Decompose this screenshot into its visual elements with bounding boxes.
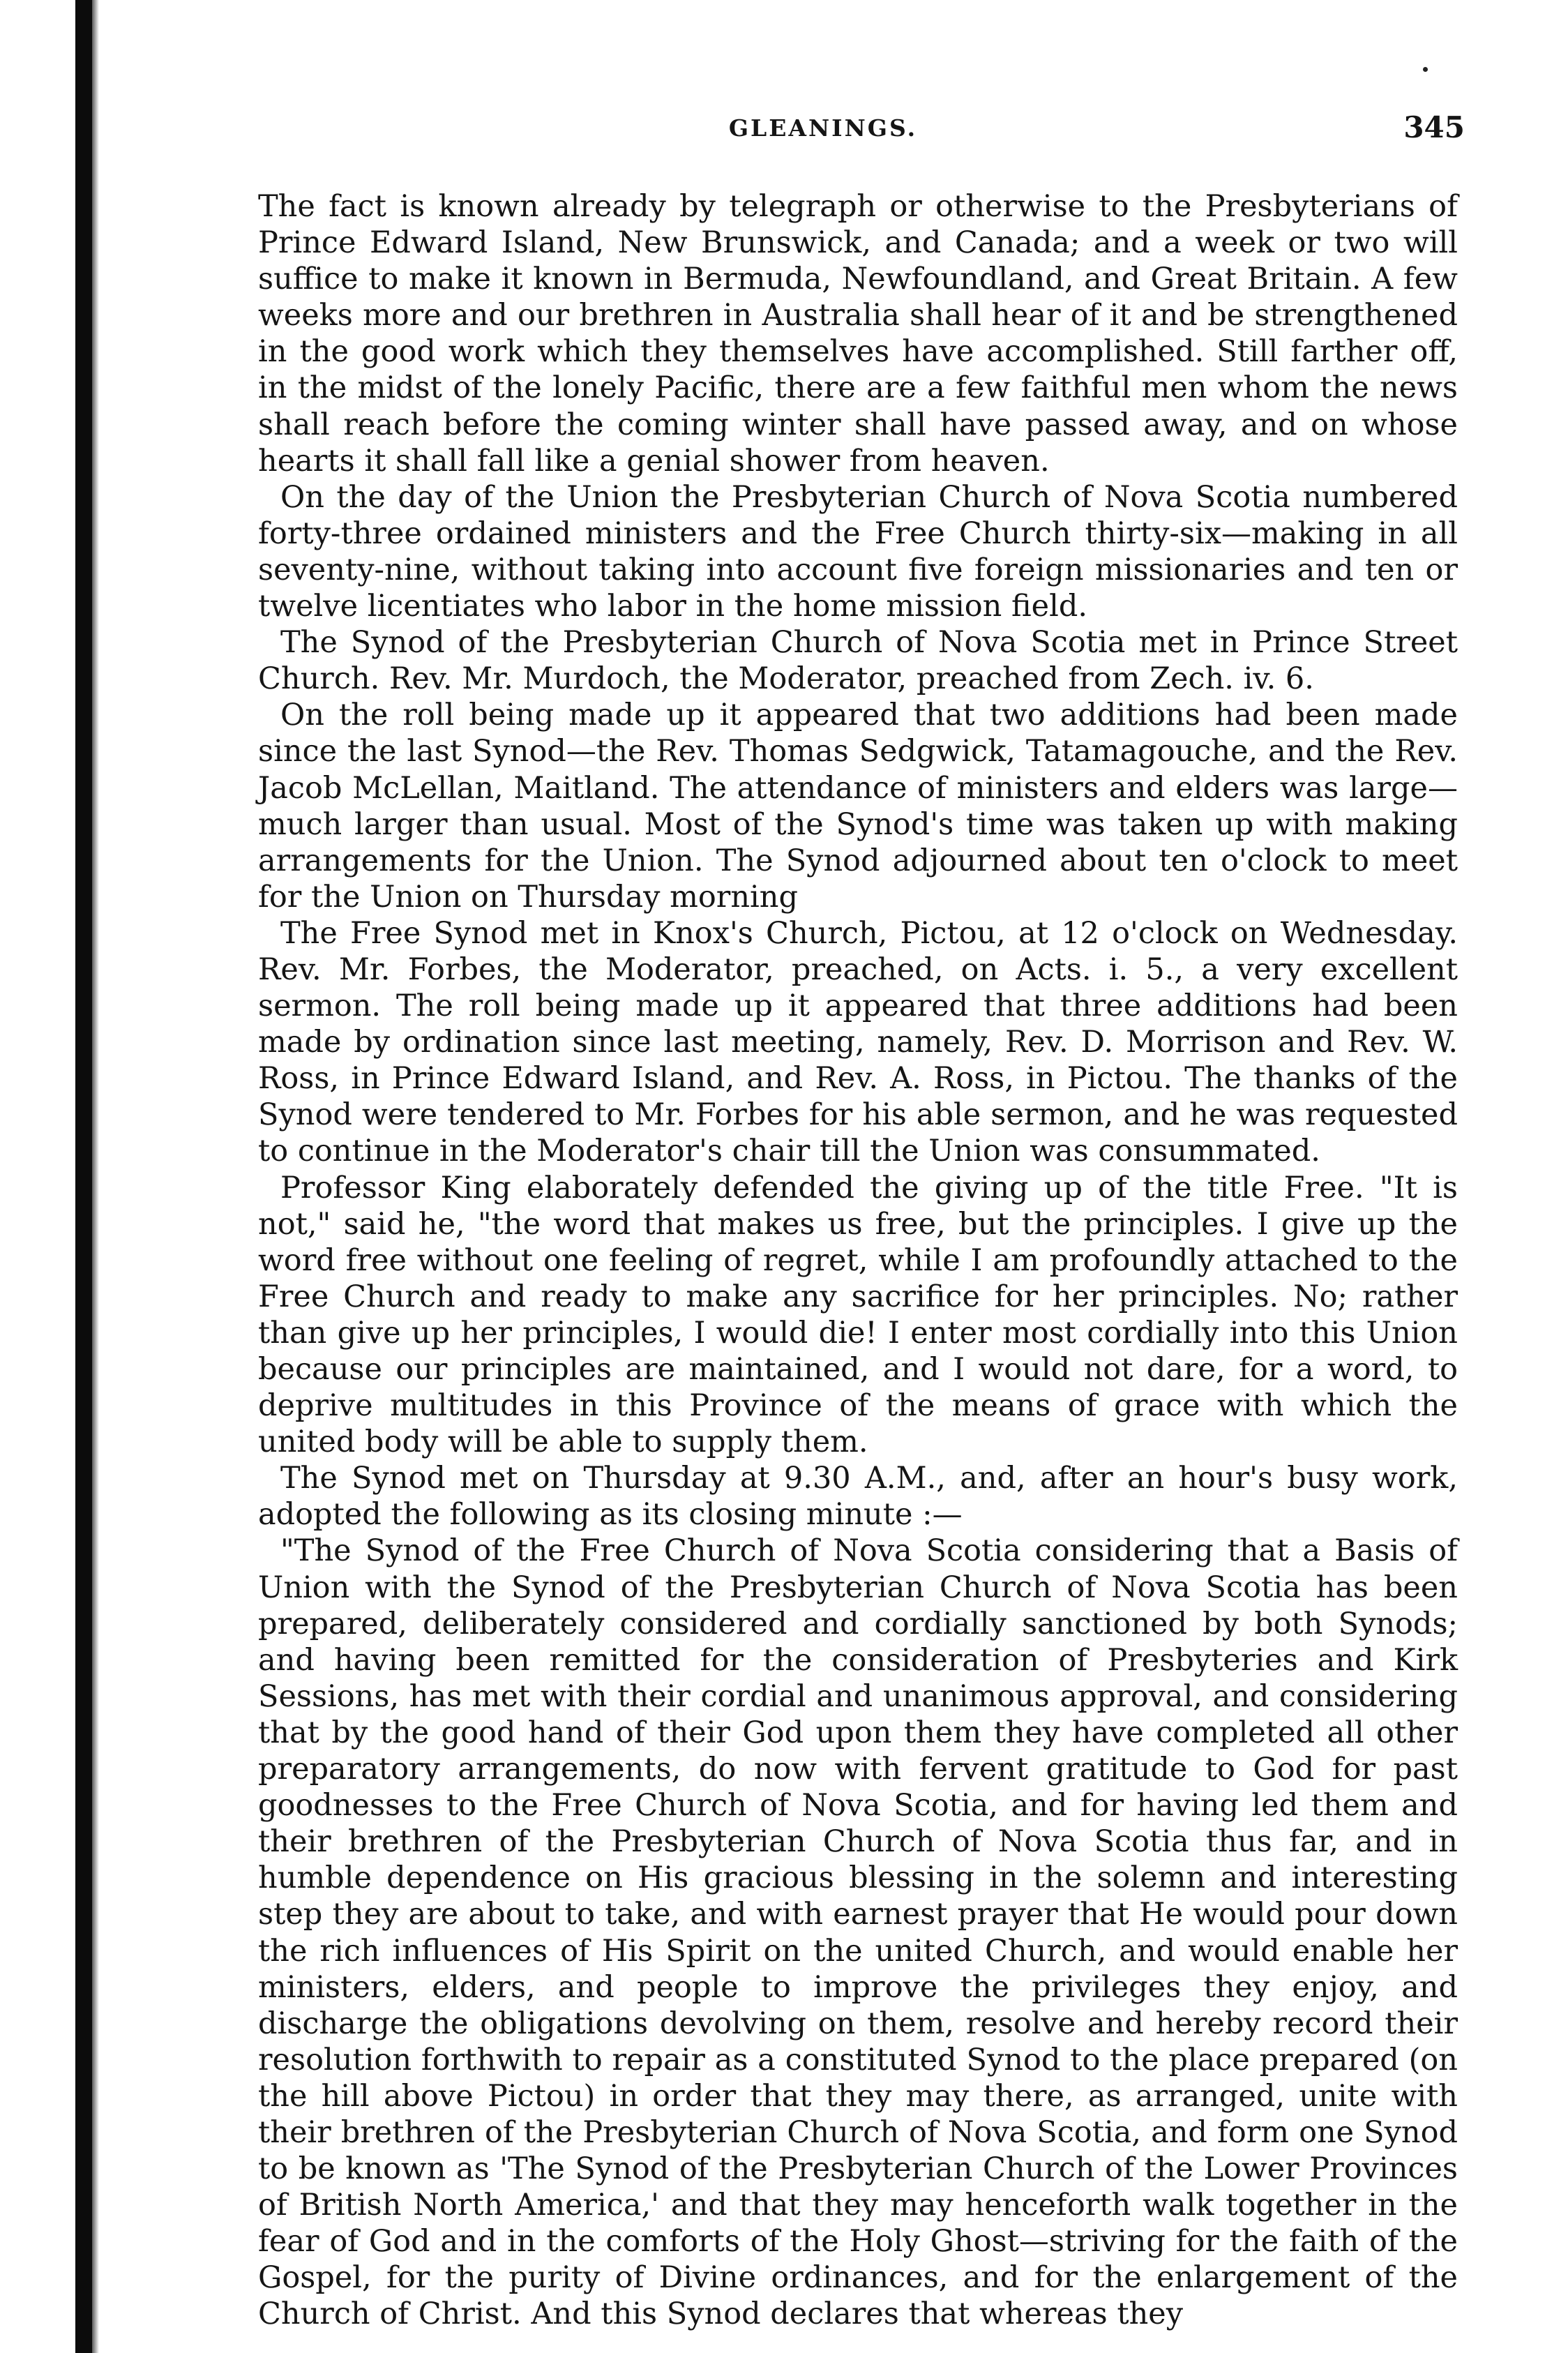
article-body: [258, 188, 1458, 2333]
paragraph-closing-minute: "The Synod of the Free Church of Nova Scotia considering that a Basis of Union with the Synod of the Presbyterian Church of Nova Scotia has been prepared, deliberately considered and cordially sanctioned by both Synods; and having been remitted for the consideration of Presbyteries and Kirk Sessions, has met with their cordial and unanimous approval, and considering that by the good hand of their God upon them they have completed all other preparatory arrangements, do now with fervent gratitude to God for past goodnesses to the Free Church of Nova Scotia, and for having led them and their brethren of the Presbyterian Church of Nova Scotia thus far, and in humble dependence on His gracious blessing in the solemn and interesting step they are about to take, and with earnest prayer that He would pour down the rich influences of His Spirit on the united Church, and would enable her ministers, elders, and people to improve the privileges they enjoy, and discharge the obligations devolving on them, resolve and hereby record their resolution forthwith to repair as a constituted Synod to the place prepared (on the hill above Pictou) in order that they may there, as arranged, unite with their brethren of the Presbyterian Church of Nova Scotia, and form one Synod to be known as 'The Synod of the Presbyterian Church of the Lower Provinces of British North America,' and that they may henceforth walk together in the fear of God and in the comforts of the Holy Ghost—striving for the faith of the Gospel, for the purity of Divine ordinances, and for the enlargement of the Church of Christ. And this Synod declares that whereas they: [258, 1533, 1458, 2332]
ink-speck: [1423, 67, 1428, 72]
paragraph-roll-additions: On the roll being made up it appeared that two additions had been made since the last Synod—the Rev. Thomas Sedgwick, Tatamagouche, and the Rev. Jacob McLellan, Maitland. The attendance of ministers and elders was large—much larger than usual. Most of the Synod's time was taken up with making arrangements for the Union. The Synod adjourned about ten o'clock to meet for the Union on Thursday morning: [258, 698, 1458, 915]
paragraph-professor-king: Professor King elaborately defended the giving up of the title Free. "It is not," said he, "the word that makes us free, but the principles. I give up the word free without one feeling of regret, while I am profoundly attached to the Free Church and ready to make any sacrifice for her principles. No; rather than give up her principles, I would die! I enter most cordially into this Union because our principles are maintained, and I would not dare, for a word, to deprive multitudes in this Province of the means of grace with which the united body will be able to supply them.: [258, 1170, 1458, 1460]
running-head: GLEANINGS.: [728, 114, 918, 142]
paragraph-free-synod: The Free Synod met in Knox's Church, Pictou, at 12 o'clock on Wednesday. Rev. Mr. Forbes, the Moderator, preached, on Acts. i. 5., a very excellent sermon. The roll being made up it appeared that three additions had been made by ordination since last meeting, namely, Rev. D. Morrison and Rev. W. Ross, in Prince Edward Island, and Rev. A. Ross, in Pictou. The thanks of the Synod were tendered to Mr. Forbes for his able sermon, and he was requested to continue in the Moderator's chair till the Union was consummated.: [258, 915, 1458, 1169]
paragraph-telegraph-news: The fact is known already by telegraph or otherwise to the Presbyterians of Prince Edward Island, New Brunswick, and Canada; and a week or two will suffice to make it known in Bermuda, Newfoundland, and Great Britain. A few weeks more and our brethren in Australia shall hear of it and be strengthened in the good work which they themselves have accomplished. Still farther off, in the midst of the lonely Pacific, there are a few faithful men whom the news shall reach before the coming winter shall have passed away, and on whose hearts it shall fall like a genial shower from heaven.: [258, 189, 1458, 479]
paragraph-presbyterian-synod: The Synod of the Presbyterian Church of Nova Scotia met in Prince Street Church. Rev. Mr. Murdoch, the Moderator, preached from Zech. iv. 6.: [258, 625, 1458, 697]
paragraph-union-numbers: On the day of the Union the Presbyterian Church of Nova Scotia numbered forty-three ordained ministers and the Free Church thirty-six—making in all seventy-nine, without taking into account five foreign missionaries and ten or twelve licentiates who labor in the home mission field.: [258, 479, 1458, 624]
page-binding-shadow: [92, 0, 99, 2353]
page-number: 345: [1403, 110, 1465, 144]
page-header: [181, 110, 1465, 156]
page-binding-edge: [75, 0, 92, 2353]
paragraph-thursday-meeting: The Synod met on Thursday at 9.30 A.M., and, after an hour's busy work, adopted the following as its closing minute :—: [258, 1461, 1458, 1533]
